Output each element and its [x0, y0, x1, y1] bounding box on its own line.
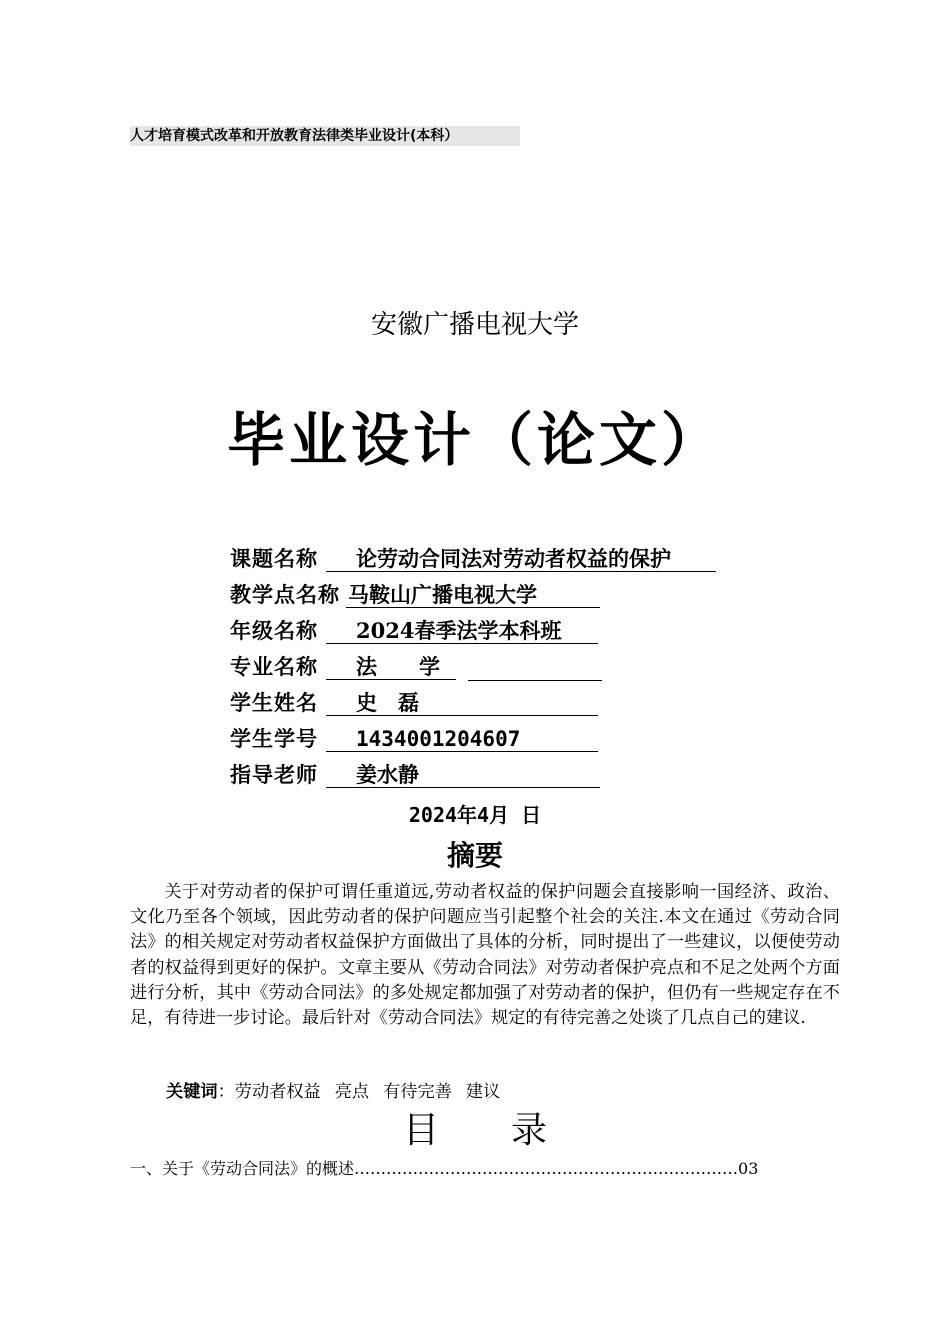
submission-date: 2024年4月 日	[408, 803, 542, 827]
keywords-separator: ：	[217, 1082, 235, 1102]
info-value-major: 法 学	[326, 652, 456, 680]
keyword-item: 建议	[465, 1082, 501, 1102]
info-label: 学生学号	[230, 727, 318, 751]
abstract-body: 关于对劳动者的保护可谓任重道远,劳动者权益的保护问题会直接影响一国经济、政治、文化乃至各个领域，因此劳动者的保护问题应当引起整个社会的关注.本文在通过《劳动合同法》的相关规定对劳动者权益保护方面做出了具体的分析，同时提出了一些建议，以便使劳动者的权益得到更好的保护。文章主要从《劳动合同法》对劳动者保护亮点和不足之处两个方面进行分析，其中《劳动合同法》的多处规定都加强了对劳动者的保护，但仍有一些规定存在不足，有待进一步讨论。最后针对《劳动合同法》规定的有待完善之处谈了几点自己的建议.	[130, 882, 840, 1029]
info-value-name: 史 磊	[326, 688, 598, 716]
info-label: 专业名称	[230, 655, 318, 679]
keyword-item: 劳动者权益	[234, 1082, 321, 1102]
toc-entry-page: 03	[738, 1159, 759, 1178]
info-label: 指导老师	[230, 763, 318, 787]
info-label: 学生姓名	[230, 691, 318, 715]
keywords-label: 关键词	[166, 1082, 218, 1102]
keyword-item: 有待完善	[383, 1082, 452, 1102]
info-label: 年级名称	[230, 619, 318, 643]
info-value-topic: 论劳动合同法对劳动者权益的保护	[326, 544, 716, 572]
info-value-school: 马鞍山广播电视大学	[346, 580, 600, 608]
toc-entry-text: 一、关于《劳动合同法》的概述	[130, 1159, 355, 1178]
info-label: 课题名称	[230, 547, 318, 571]
toc-entry-leader: …	[722, 1159, 739, 1178]
info-value-student-id: 1434001204607	[326, 724, 598, 752]
abstract-heading: 摘要	[446, 839, 503, 872]
info-extra-underline	[468, 652, 602, 681]
toc-entry[interactable]	[130, 1156, 840, 1182]
info-value-advisor: 姜水静	[326, 760, 600, 788]
keyword-item: 亮点	[334, 1082, 370, 1102]
info-label: 教学点名称	[230, 583, 340, 607]
thesis-title: 毕业设计（论文）	[226, 406, 723, 474]
keywords-line	[166, 1080, 514, 1105]
toc-entry-leader: ……………………………………………………………	[354, 1159, 723, 1178]
header-banner: 人才培育模式改革和开放教育法律类毕业设计(本科）	[130, 126, 520, 146]
info-value-grade: 2024春季法学本科班	[326, 616, 598, 644]
toc-heading: 目 录	[402, 1110, 547, 1151]
university-name: 安徽广播电视大学	[370, 310, 579, 340]
